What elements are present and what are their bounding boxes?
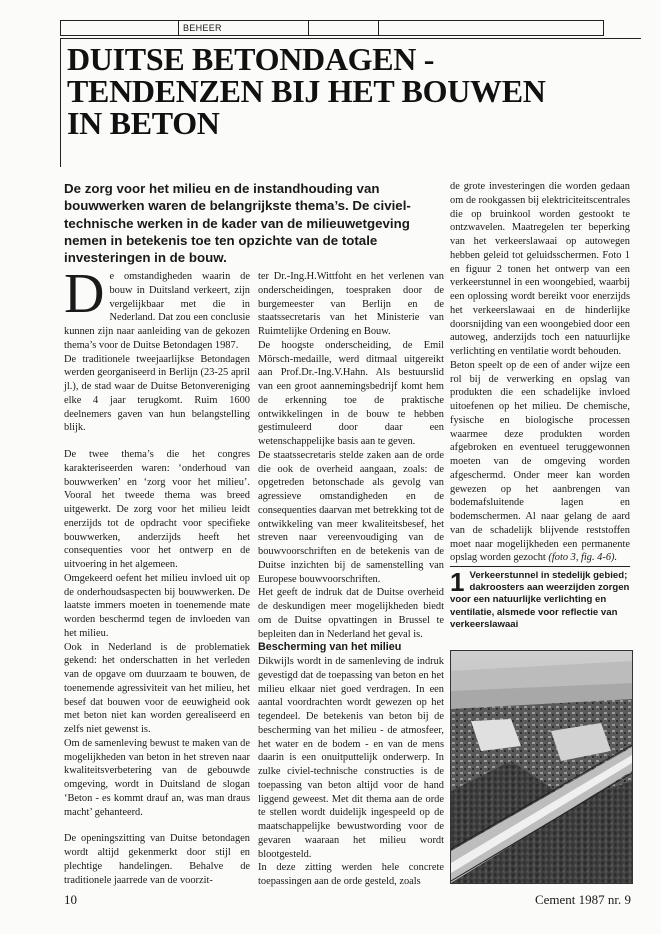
paragraph: de grote investeringen die worden gedaan om de rookgassen bij elektriciteitscentrales die op bruinkool worden gestookt te ontzwavelen. Maatregelen ter beperking van het verkeerslawaai op autowegen hebben geleid tot geluidsschermen. Foto 1 en figuur 2 tonen het ontwerp van een verkeerstunnel in een woongebied, waarbij een oplossing wordt bereikt voor enerzijds het verkeerslawaai en de hinderlijke doorsnijding van een woongebied door een autoweg, anderzijds toch een natuurlijke verlichting en ventilatie wordt behouden. bbox=[450, 181, 630, 357]
paragraph: In deze zitting werden hele concrete toepassingen aan de orde gesteld, zoals bbox=[258, 862, 444, 887]
paragraph: Omgekeerd oefent het milieu invloed uit op de onderhoudsaspecten bij bouwwerken. De laatste immers moeten in toenemende mate worden beschermd tegen de invloeden van het milieu. bbox=[64, 572, 250, 639]
header-cell-blank bbox=[309, 21, 379, 35]
paragraph: ter Dr.-Ing.H.Wittfoht en het verlenen van onderscheidingen, toespraken door de burgemeester van Berlijn en de staatssecretaris van het Ministerie van Ruimtelijke Ordening en Bouw. bbox=[258, 271, 444, 337]
page-number: 10 bbox=[64, 892, 77, 907]
paragraph: De staatssecretaris stelde zaken aan de orde die ook de overheid aangaan, zoals: de opgetreden betonschade als gevolg van agressieve omstandigheden en de consequenties daarvan met betrekking tot de ontwikkeling van meer kwaliteitsbesef, het streven naar vereenvoudiging van de bouwvoorschriften en de betekenis van de Duitse inzichten bij de samenstelling van Europese bouwvoorschriften. bbox=[258, 449, 444, 585]
aerial-photo bbox=[450, 650, 633, 884]
paragraph: Dikwijls wordt in de samenleving de indruk gevestigd dat de toepassing van beton en het milieu elkaar niet goed verdragen. In een aantal voordrachten wordt gewezen op het tegendeel. De betekenis van beton bij de bescherming van het milieu - de atmosfeer, het water en de bodem - en van de mens daarin is een onuitputtelijk onderwerp. In zulke civiel-technische constructies is de toepassing van beton altijd voor de hand liggend geweest. Met dit thema aan de orde te stellen wordt duidelijk ingespeeld op de maatschappelijke bewustwording voor de gevaren waaraan het milieu wordt blootgesteld. bbox=[258, 656, 444, 860]
issue-label: Cement 1987 nr. 9 bbox=[534, 892, 631, 907]
drop-cap: D bbox=[64, 263, 105, 325]
paragraph: Ook in Nederland is de problematiek gekend: het onderschatten in het verleden van de opgave om duurzaam te bouwen, de toenemende agressiviteit van het milieu, het besef dat bouwen voor de eeuwigheid ook met beton niet kan worden gerealiseerd en zelfs niet gewenst is. bbox=[64, 641, 250, 735]
article-title bbox=[61, 39, 641, 139]
header-strip bbox=[60, 20, 604, 36]
paragraph bbox=[450, 359, 630, 565]
paragraph: Het geeft de indruk dat de Duitse overheid de deskundigen meer mogelijkheden biedt om de Duitse opvattingen in Brussel te bepleiten dan in Nederland het geval is. bbox=[258, 587, 444, 640]
column-3 bbox=[450, 180, 630, 565]
column-2 bbox=[258, 270, 444, 889]
column-1 bbox=[64, 263, 250, 887]
section-label: BEHEER bbox=[179, 21, 309, 35]
title-line-2: TENDENZEN BIJ HET BOUWEN bbox=[67, 73, 546, 109]
title-line-1: DUITSE BETONDAGEN - bbox=[67, 41, 435, 77]
caption-text: Verkeerstunnel in stedelijk gebied; dakroosters aan weerzijden zorgen voor een natuurlijke verlichting en ventilatie, alsmede voor reflectie van verkeerslawaai bbox=[450, 570, 630, 630]
section-heading: Bescherming van het milieu bbox=[258, 641, 402, 654]
paragraph-text: e omstandigheden waarin de bouw in Duitsland verkeert, zijn vergelijkbaar met die in Nederland. Dat zou een conclusie kunnen zijn naar aanleiding van de gekozen thema’s voor de Duitse Betondagen 1987. bbox=[64, 271, 250, 351]
paragraph: De hoogste onderscheiding, de Emil Mörsch-medaille, werd ditmaal uitgereikt aan Prof.Dr.-Ing.V.Hahn. Als bestuurslid van een groot aannemingsbedrijf komt hem de erkenning toe de praktische ontwikkelingen in de bouw te hebben gestimuleerd door daar een wetenschappelijke basis aan te geven. bbox=[258, 339, 444, 447]
paragraph: De openingszitting van Duitse betondagen wordt altijd gekenmerkt door stijl en plechtige handelingen. Behalve de traditionele jaarrede van de voorzit- bbox=[64, 833, 250, 886]
paragraph-text: Beton speelt op de een of ander wijze een rol bij de verwerking en opslag van produkten die een schadelijke invloed uitoefenen op het milieu. De chemische, fysische en biologische processen waarmee deze produkten worden afgebroken en eventueel teruggewonnen moeten van de omgeving worden afgeschermd. Onder meer kan worden gewezen op het aanbrengen van bodemafsluitende lagen en bodemschermen. Al naar gelang de aard van de schadelijk blijvende reststoffen moet naar mogelijkheden een permanente opslag worden gezocht bbox=[450, 359, 630, 564]
figure-number: 1 bbox=[450, 567, 465, 597]
intro-paragraph: De zorg voor het milieu en de instandhouding van bouwwerken waren de belangrijkste thema’s. De civiel-technische werken in de kader van de milieuwetgeving nemen in betekenis toe ten opzichte van de totale investeringen in de bouw. bbox=[64, 181, 411, 266]
paragraph: De twee thema’s die het congres karakteriseerden waren: ‘onderhoud van bouwwerken’ en ‘zorg voor het milieu’. Vooral het tweede thema was breed uitgewerkt. De zorg voor het milieu leidt enerzijds tot de opdracht voor specifieke bouwwerken, anderzijds heeft het consequenties voor het ontwerp en de uitvoering in het algemeen. bbox=[64, 449, 250, 570]
title-box bbox=[60, 38, 641, 167]
paragraph bbox=[64, 263, 250, 353]
figure-reference: (foto 3, fig. 4-6). bbox=[548, 552, 618, 564]
paragraph: Om de samenleving bewust te maken van de mogelijkheden van beton in het streven naar kwaliteitsverbetering van de gebouwde omgeving, wordt in Duitsland de slogan ‘Beton - es kommt drauf an, was man draus macht’ gehanteerd. bbox=[64, 737, 250, 818]
title-line-3: IN BETON bbox=[67, 105, 220, 141]
header-cell-blank bbox=[61, 21, 179, 35]
paragraph: De traditionele tweejaarlijkse Betondagen werden georganiseerd in Berlijn (23-25 april jl.), de stad waar de Duitse Betonvereniging elke 4 jaar terugkomt. Ruim 1600 deelnemers gaven van hun belangstelling blijk. bbox=[64, 353, 250, 434]
aerial-photo-image bbox=[451, 651, 632, 883]
figure-caption bbox=[450, 566, 630, 631]
